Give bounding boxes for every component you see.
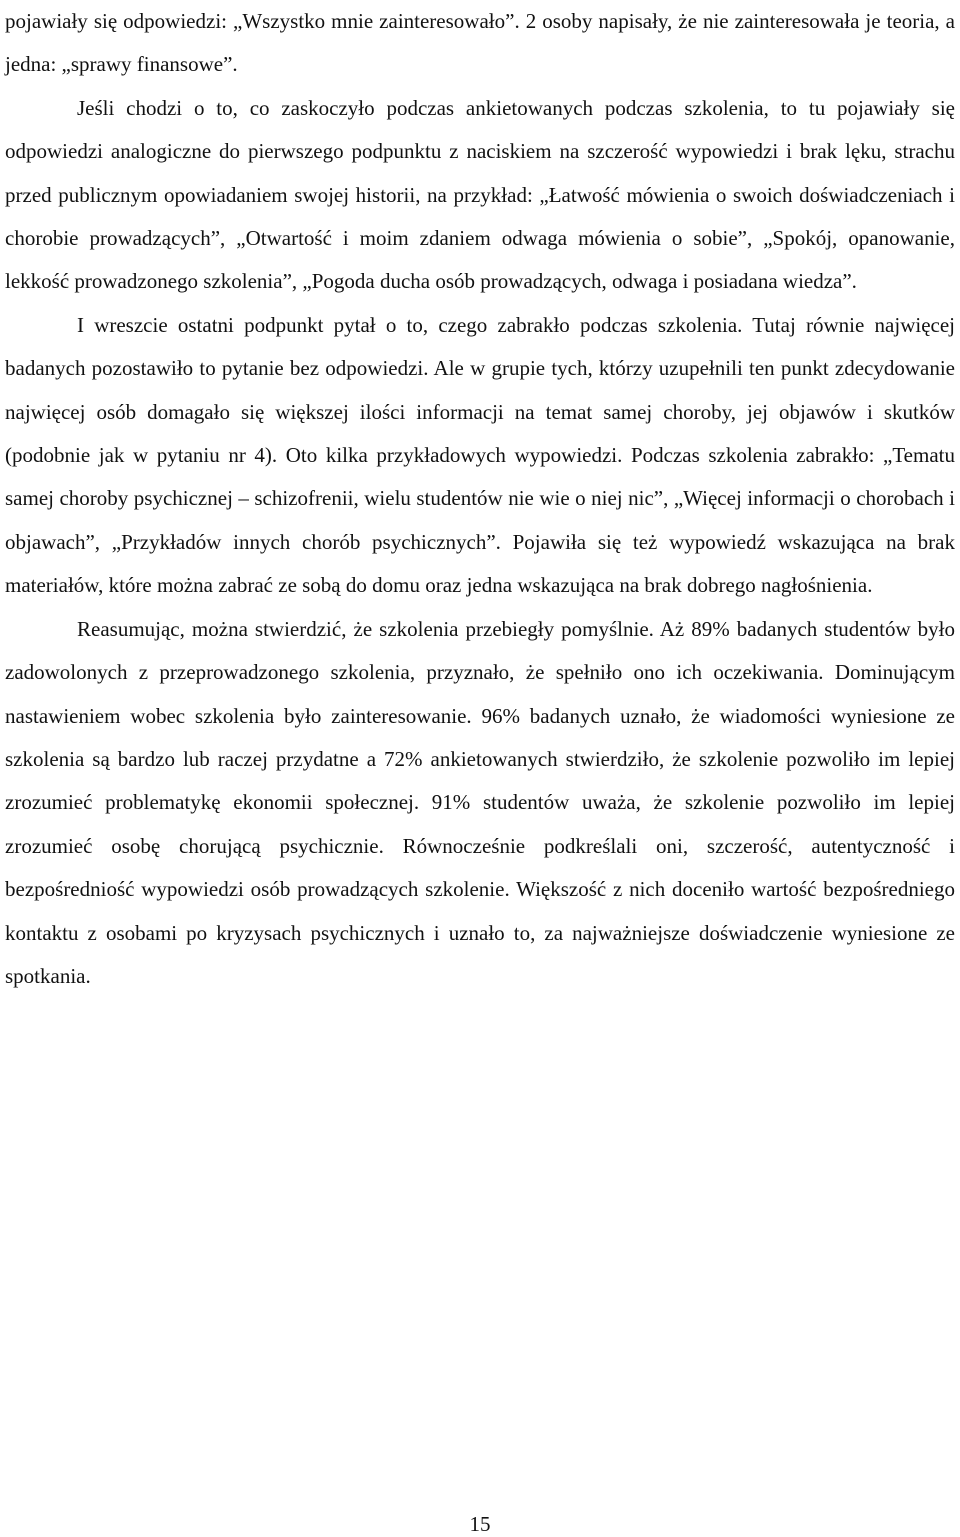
paragraph-continuation: pojawiały się odpowiedzi: „Wszystko mnie zainteresowało”. 2 osoby napisały, że nie zainteresowała je teoria, a jedna: „sprawy finansowe”. (5, 9, 955, 77)
paragraph-summary: Reasumując, można stwierdzić, że szkolenia przebiegły pomyślnie. Aż 89% badanych studentów było zadowolonych z przeprowadzonego szkolenia, przyznało, że spełniło ono ich oczekiwania. Dominującym nastawieniem wobec szkolenia było zainteresowanie. 96% badanych uznało, że wiadomości wyniesione ze szkolenia są bardzo lub raczej przydatne a 72% ankietowanych stwierdziło, że szkolenie pozwoliło im lepiej zrozumieć problematykę ekonomii społecznej. 91% studentów uważa, że szkolenie pozwoliło im lepiej zrozumieć osobę chorującą psychicznie. Równocześnie podkreślali oni, szczerość, autentyczność i bezpośredniość wypowiedzi osób prowadzących szkolenie. Większość z nich doceniło wartość bezpośredniego kontaktu z osobami po kryzysach psychicznych i uznało to, za najważniejsze doświadczenie wyniesione ze spotkania. (5, 616, 955, 988)
paragraph-missing: I wreszcie ostatni podpunkt pytał o to, czego zabrakło podczas szkolenia. Tutaj równie najwięcej badanych pozostawiło to pytanie bez odpowiedzi. Ale w grupie tych, którzy uzupełnili ten punkt zdecydowanie najwięcej osób domagało się większej ilości informacji na temat samej choroby, jej objawów i skutków (podobnie jak w pytaniu nr 4). Oto kilka przykładowych wypowiedzi. Podczas szkolenia zabrakło: „Tematu samej choroby psychicznej – schizofrenii, wielu studentów nie wie o niej nic”, „Więcej informacji o chorobach i objawach”, „Przykładów innych chorób psychicznych”. Pojawiła się też wypowiedź wskazująca na brak materiałów, które można zabrać ze sobą do domu oraz jedna wskazująca na brak dobrego nagłośnienia. (5, 312, 955, 598)
page-number: 15 (469, 1512, 491, 1536)
paragraph-surprises: Jeśli chodzi o to, co zaskoczyło podczas ankietowanych podczas szkolenia, to tu pojawiały się odpowiedzi analogiczne do pierwszego podpunktu z naciskiem na szczerość wypowiedzi i brak lęku, strachu przed publicznym opowiadaniem swojej historii, na przykład: „Łatwość mówienia o swoich doświadczeniach i chorobie prowadzących”, „Otwartość i moim zdaniem odwaga mówienia o sobie”, „Spokój, opanowanie, lekkość prowadzonego szkolenia”, „Pogoda ducha osób prowadzących, odwaga i posiadana wiedza”. (5, 95, 955, 294)
page-body-text (5, 0, 955, 998)
